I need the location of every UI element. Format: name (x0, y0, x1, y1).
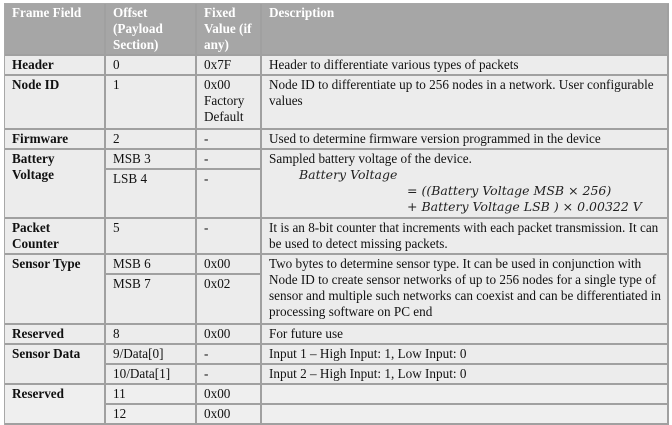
fixed-value-cell: - (197, 170, 262, 219)
fixed-value-cell: 0x00 (197, 325, 262, 345)
fixed-value-line: Default (204, 109, 244, 124)
table-row-node-id (5, 76, 669, 130)
offset-cell: 11 (106, 385, 197, 405)
field-name-line: Voltage (12, 167, 55, 182)
formula-line: Battery Voltage (299, 167, 398, 182)
col-header-frame-field: Frame Field (5, 4, 106, 56)
offset-cell: 5 (106, 219, 197, 255)
description-cell: It is an 8-bit counter that increments with each packet transmission. It can be used to detect missing packets. (262, 219, 669, 255)
table-row-sensor-type-msb6 (5, 255, 669, 275)
table-row-reserved-11 (5, 385, 669, 405)
table-row-header (5, 56, 669, 76)
offset-cell: 2 (106, 130, 197, 150)
offset-cell: 12 (106, 405, 197, 425)
col-header-fixed-value: Fixed Value (if any) (197, 4, 262, 56)
description-cell: Header to differentiate various types of packets (262, 56, 669, 76)
fixed-value-cell: 0x00 (197, 405, 262, 425)
col-header-offset: Offset (Payload Section) (106, 4, 197, 56)
table-row-battery-voltage-msb (5, 150, 669, 170)
frame-format-table (4, 3, 669, 425)
field-name: Reserved (5, 385, 106, 425)
col-header-description: Description (262, 4, 669, 56)
table-row-sensor-data-0 (5, 345, 669, 365)
fixed-value-cell: 0x7F (197, 56, 262, 76)
field-name (5, 150, 106, 219)
fixed-value-line: Factory (204, 93, 245, 108)
fixed-value-cell: - (197, 130, 262, 150)
fixed-value-cell: - (197, 219, 262, 255)
description-cell: Node ID to differentiate up to 256 nodes in a network. User configurable values (262, 76, 669, 130)
field-name: Reserved (5, 325, 106, 345)
offset-cell: 1 (106, 76, 197, 130)
formula-line: + Battery Voltage LSB ) × 0.00322 V (407, 199, 642, 214)
description-cell: For future use (262, 325, 669, 345)
description-cell (262, 385, 669, 405)
field-name: Header (5, 56, 106, 76)
offset-cell: MSB 3 (106, 150, 197, 170)
field-name (5, 219, 106, 255)
offset-cell: 9/Data[0] (106, 345, 197, 365)
field-name: Sensor Data (5, 345, 106, 385)
field-name-line: Packet (12, 220, 51, 235)
offset-cell: MSB 7 (106, 275, 197, 325)
offset-cell: 0 (106, 56, 197, 76)
table-row-reserved (5, 325, 669, 345)
description-cell: Used to determine firmware version programmed in the device (262, 130, 669, 150)
field-name: Firmware (5, 130, 106, 150)
description-cell: Two bytes to determine sensor type. It can be used in conjunction with Node ID to create sensor networks of up to 256 nodes for a single type of sensor and multiple such networks can coexist and can be differentiated in processing software on PC end (262, 255, 669, 325)
table-row-firmware (5, 130, 669, 150)
fixed-value-line: 0x00 (204, 77, 231, 92)
offset-cell: LSB 4 (106, 170, 197, 219)
fixed-value-cell: 0x02 (197, 275, 262, 325)
fixed-value-cell: - (197, 150, 262, 170)
description-cell: Input 2 – High Input: 1, Low Input: 0 (262, 365, 669, 385)
fixed-value-cell: 0x00 (197, 255, 262, 275)
table-row-packet-counter (5, 219, 669, 255)
formula-line: = ((Battery Voltage MSB × 256) (407, 183, 612, 198)
fixed-value-cell (197, 76, 262, 130)
field-name-line: Counter (12, 236, 59, 251)
offset-cell: 8 (106, 325, 197, 345)
description-cell (262, 405, 669, 425)
description-cell: Input 1 – High Input: 1, Low Input: 0 (262, 345, 669, 365)
offset-cell: MSB 6 (106, 255, 197, 275)
table-header-row (5, 4, 669, 56)
field-name: Node ID (5, 76, 106, 130)
offset-cell: 10/Data[1] (106, 365, 197, 385)
fixed-value-cell: 0x00 (197, 385, 262, 405)
field-name-line: Battery (12, 151, 55, 166)
battery-voltage-formula (269, 167, 661, 215)
fixed-value-cell: - (197, 365, 262, 385)
description-cell (262, 150, 669, 219)
field-name: Sensor Type (5, 255, 106, 325)
fixed-value-cell: - (197, 345, 262, 365)
description-text: Sampled battery voltage of the device. (269, 151, 472, 166)
